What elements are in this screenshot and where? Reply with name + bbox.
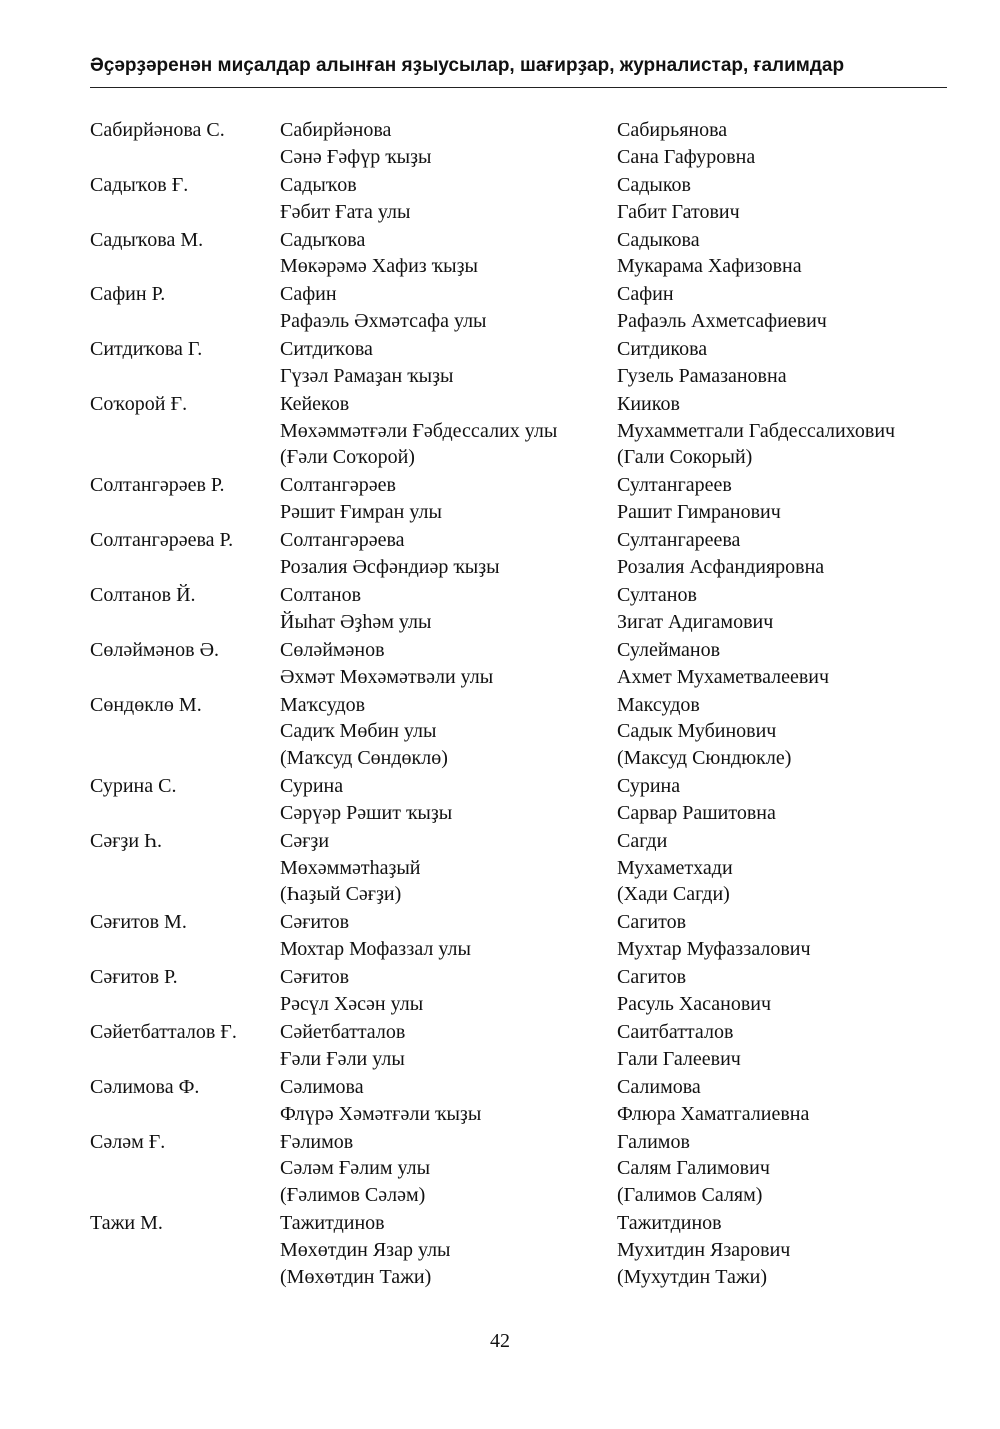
author-russian-full-name xyxy=(617,1019,950,1072)
author-russian-full-name xyxy=(617,773,950,826)
author-entry xyxy=(90,1129,950,1209)
name-line: Сөләймәнов xyxy=(280,638,385,661)
author-russian-full-name xyxy=(617,909,950,962)
author-entry xyxy=(90,336,950,389)
name-line: Сәнә Ғәфүр ҡыҙы xyxy=(280,145,432,168)
name-line: Мукарама Хафизовна xyxy=(617,255,802,278)
author-entry xyxy=(90,172,950,225)
name-line: Садыҡов xyxy=(280,173,357,196)
name-line: Тажитдинов xyxy=(617,1212,722,1235)
name-line: Сурина xyxy=(617,775,681,798)
author-russian-full-name xyxy=(617,828,950,908)
name-line: Рәсүл Хәсән улы xyxy=(280,992,424,1015)
name-line: Сагитов xyxy=(617,911,687,934)
name-line: Зигат Адигамович xyxy=(617,610,774,633)
name-line: Садыков xyxy=(617,173,691,196)
name-line: Расуль Хасанович xyxy=(617,992,772,1015)
name-line: Маҡсудов xyxy=(280,693,366,716)
name-line: Габит Гатович xyxy=(617,200,740,223)
name-line: Сарвар Рашитовна xyxy=(617,801,776,824)
author-short-name: Сафин Р. xyxy=(90,283,166,306)
author-bashkir-full-name xyxy=(280,172,617,225)
name-line: Сана Гафуровна xyxy=(617,145,756,168)
name-line: Сафин xyxy=(617,283,674,306)
author-bashkir-full-name xyxy=(280,1210,617,1290)
name-line: Мухаметхади xyxy=(617,856,733,879)
author-russian-full-name xyxy=(617,964,950,1017)
name-line: Ғәбит Ғата улы xyxy=(280,200,411,223)
author-russian-full-name xyxy=(617,527,950,580)
name-line: Ғәлимов xyxy=(280,1130,354,1153)
author-bashkir-full-name xyxy=(280,527,617,580)
author-short-name: Сәләм Ғ. xyxy=(90,1130,166,1153)
name-line: Садык Мубинович xyxy=(617,720,777,743)
name-line: Солтанов xyxy=(280,584,362,607)
author-bashkir-full-name xyxy=(280,281,617,334)
author-entry xyxy=(90,1074,950,1127)
name-line: Флюра Хаматгалиевна xyxy=(617,1102,810,1125)
author-bashkir-full-name xyxy=(280,1074,617,1127)
author-russian-full-name xyxy=(617,472,950,525)
name-line: Сагди xyxy=(617,829,668,852)
name-line: (Галимов Салям) xyxy=(617,1184,763,1207)
name-line: Солтангәрәева xyxy=(280,529,405,552)
author-short-name: Солтанов Й. xyxy=(90,584,196,607)
name-line: (Гали Сокорый) xyxy=(617,446,753,469)
name-line: Садыкова xyxy=(617,228,700,251)
author-entry xyxy=(90,964,950,1017)
name-line: Мухамметгали Габдессалихович xyxy=(617,419,896,442)
author-entry xyxy=(90,527,950,580)
name-line: Салимова xyxy=(617,1075,701,1098)
author-short-name: Сәғитов М. xyxy=(90,911,187,934)
name-line: Ситдикова xyxy=(617,338,708,361)
running-header: Әҫәрҙәренән миҫалдар алынған яҙыусылар, шағирҙар, журналистар, ғалимдар xyxy=(90,55,845,76)
name-line: Сафин xyxy=(280,283,337,306)
author-entry xyxy=(90,828,950,908)
name-line: Галимов xyxy=(617,1130,690,1153)
name-line: Әхмәт Мөхәмәтвәли улы xyxy=(280,665,494,688)
name-line: Сәләм Ғәлим улы xyxy=(280,1157,431,1180)
name-line: Сәлимова xyxy=(280,1075,364,1098)
author-short-name: Сәғитов Р. xyxy=(90,966,178,989)
author-short-name: Сөләймәнов Ә. xyxy=(90,638,220,661)
author-bashkir-full-name xyxy=(280,472,617,525)
author-entry xyxy=(90,1019,950,1072)
name-line: (Хади Сагди) xyxy=(617,883,730,906)
author-russian-full-name xyxy=(617,1074,950,1127)
author-entry xyxy=(90,773,950,826)
name-line: Сәйетбатталов xyxy=(280,1021,406,1044)
name-line: Кииков xyxy=(617,392,680,415)
name-line: (Ғәлимов Сәләм) xyxy=(280,1184,426,1207)
name-line: Рафаэль Ахметсафиевич xyxy=(617,310,827,333)
author-russian-full-name xyxy=(617,637,950,690)
author-short-name: Сурина С. xyxy=(90,775,177,798)
author-short-name: Солтангәрәева Р. xyxy=(90,529,234,552)
name-line: (Ғәли Соҡорой) xyxy=(280,446,415,469)
author-list xyxy=(90,117,950,1292)
author-short-name: Садыҡов Ғ. xyxy=(90,173,189,196)
author-russian-full-name xyxy=(617,227,950,280)
name-line: Саитбатталов xyxy=(617,1021,734,1044)
name-line: Гали Галеевич xyxy=(617,1047,741,1070)
author-entry xyxy=(90,472,950,525)
author-bashkir-full-name xyxy=(280,637,617,690)
author-bashkir-full-name xyxy=(280,964,617,1017)
name-line: Сулейманов xyxy=(617,638,721,661)
author-short-name: Садыҡова М. xyxy=(90,228,204,251)
author-bashkir-full-name xyxy=(280,1129,617,1209)
name-line: Флүрә Хәмәтғәли ҡыҙы xyxy=(280,1102,482,1125)
name-line: Тажитдинов xyxy=(280,1212,385,1235)
author-short-name: Солтангәрәев Р. xyxy=(90,474,225,497)
name-line: (Мухутдин Тажи) xyxy=(617,1265,768,1288)
name-line: Султанов xyxy=(617,584,697,607)
author-entry xyxy=(90,637,950,690)
author-russian-full-name xyxy=(617,336,950,389)
author-russian-full-name xyxy=(617,1210,950,1290)
name-line: Йыһат Әҙһәм улы xyxy=(280,610,432,633)
name-line: Сурина xyxy=(280,775,344,798)
name-line: Сагитов xyxy=(617,966,687,989)
name-line: Султангареева xyxy=(617,529,741,552)
author-short-name: Соҡорой Ғ. xyxy=(90,392,188,415)
name-line: Мөкәрәмә Хафиз ҡыҙы xyxy=(280,255,478,278)
name-line: Салям Галимович xyxy=(617,1157,770,1180)
name-line: Мөхөтдин Язар улы xyxy=(280,1238,451,1261)
author-short-name: Сәғҙи Һ. xyxy=(90,829,163,852)
author-russian-full-name xyxy=(617,1129,950,1209)
author-russian-full-name xyxy=(617,692,950,772)
name-line: Розалия Әсфәндиәр ҡыҙы xyxy=(280,555,500,578)
name-line: Ғәли Ғәли улы xyxy=(280,1047,405,1070)
author-bashkir-full-name xyxy=(280,692,617,772)
author-russian-full-name xyxy=(617,117,950,170)
header-rule xyxy=(90,87,947,88)
author-entry xyxy=(90,281,950,334)
author-bashkir-full-name xyxy=(280,1019,617,1072)
name-line: Рафаэль Әхмәтсафа улы xyxy=(280,310,487,333)
author-entry xyxy=(90,909,950,962)
name-line: Ахмет Мухаметвалеевич xyxy=(617,665,830,688)
name-line: Солтангәрәев xyxy=(280,474,396,497)
author-russian-full-name xyxy=(617,582,950,635)
name-line: Садыҡова xyxy=(280,228,366,251)
name-line: Гузель Рамазановна xyxy=(617,364,787,387)
name-line: Гүзәл Рамаҙан ҡыҙы xyxy=(280,364,454,387)
name-line: (Маҡсуд Сөндөклө) xyxy=(280,747,448,770)
author-entry xyxy=(90,117,950,170)
author-bashkir-full-name xyxy=(280,391,617,471)
name-line: Сабирйәнова xyxy=(280,119,392,141)
author-short-name: Тажи М. xyxy=(90,1212,163,1235)
name-line: Султангареев xyxy=(617,474,732,497)
author-bashkir-full-name xyxy=(280,773,617,826)
name-line: Сабирьянова xyxy=(617,119,728,141)
name-line: Рашит Гимранович xyxy=(617,501,781,524)
name-line: Сәғҙи xyxy=(280,829,330,852)
name-line: Сәғитов xyxy=(280,966,350,989)
author-short-name: Сабирйәнова С. xyxy=(90,119,225,141)
name-line: (Мөхөтдин Тажи) xyxy=(280,1265,432,1288)
author-russian-full-name xyxy=(617,172,950,225)
author-short-name: Сөндөклө М. xyxy=(90,693,202,716)
name-line: Мухтар Муфаззалович xyxy=(617,938,811,961)
name-line: Розалия Асфандияровна xyxy=(617,555,825,578)
author-short-name: Сәлимова Ф. xyxy=(90,1075,200,1098)
name-line: Мөхәммәтғәли Ғәбдессалих улы xyxy=(280,419,558,442)
name-line: Сәрүәр Рәшит ҡыҙы xyxy=(280,801,453,824)
author-entry xyxy=(90,1210,950,1290)
author-short-name: Сәйетбатталов Ғ. xyxy=(90,1021,237,1044)
name-line: Максудов xyxy=(617,693,700,716)
author-short-name: Ситдиҡова Г. xyxy=(90,338,203,361)
author-bashkir-full-name xyxy=(280,582,617,635)
name-line: (Максуд Сюндюкле) xyxy=(617,747,792,770)
name-line: Рәшит Ғимран улы xyxy=(280,501,442,524)
name-line: Ситдиҡова xyxy=(280,338,373,361)
author-entry xyxy=(90,227,950,280)
name-line: Мохтар Мофаззал улы xyxy=(280,938,471,961)
author-entry xyxy=(90,582,950,635)
name-line: Садиҡ Мөбин улы xyxy=(280,720,437,743)
author-entry xyxy=(90,692,950,772)
author-bashkir-full-name xyxy=(280,117,617,170)
author-russian-full-name xyxy=(617,281,950,334)
author-entry xyxy=(90,391,950,471)
name-line: Мөхәммәтһаҙый xyxy=(280,856,421,879)
author-bashkir-full-name xyxy=(280,828,617,908)
name-line: Кейеков xyxy=(280,392,350,415)
author-bashkir-full-name xyxy=(280,227,617,280)
author-russian-full-name xyxy=(617,391,950,471)
author-bashkir-full-name xyxy=(280,336,617,389)
name-line: Сәғитов xyxy=(280,911,350,934)
page-number: 42 xyxy=(490,1330,510,1352)
author-bashkir-full-name xyxy=(280,909,617,962)
name-line: (Һаҙый Сәғҙи) xyxy=(280,883,402,906)
name-line: Мухитдин Язарович xyxy=(617,1238,791,1261)
